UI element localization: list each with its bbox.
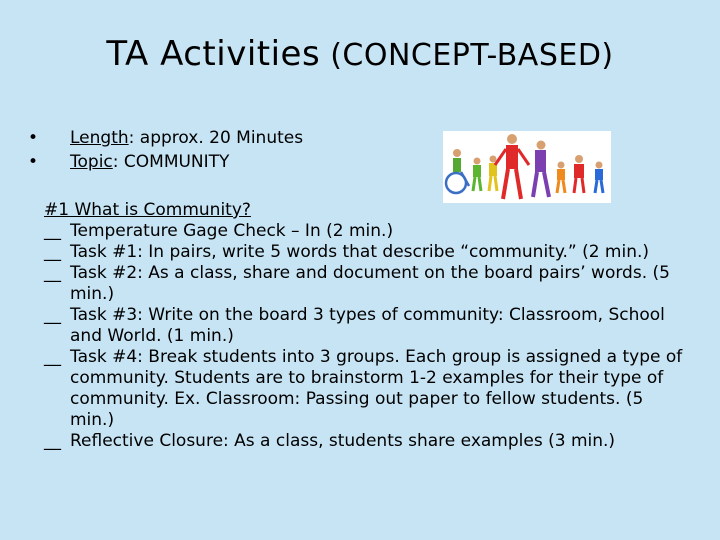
task-text: Task #3: Write on the board 3 types of community: Classroom, School and World. (1 min.) bbox=[70, 305, 665, 346]
bullet-value: : approx. 20 Minutes bbox=[128, 128, 304, 148]
title-sub: (CONCEPT-BASED) bbox=[330, 38, 614, 73]
task-text: Reflective Closure: As a class, students share examples (3 min.) bbox=[70, 431, 616, 451]
bullet-dot-icon: • bbox=[28, 152, 39, 172]
task-text: Task #4: Break students into 3 groups. Each group is assigned a type of community. Students are to brainstorm 1-2 examples for their type of community. Ex. Classroom: Passing out paper to fellow students. (5 min.) bbox=[70, 347, 683, 430]
bullet-length bbox=[28, 126, 303, 150]
title-main: TA Activities bbox=[106, 34, 321, 74]
task-text: Task #1: In pairs, write 5 words that describe “community.” (2 min.) bbox=[70, 242, 650, 262]
task-item bbox=[44, 431, 684, 452]
bullet-dot-icon: • bbox=[28, 128, 39, 148]
bullet-topic bbox=[28, 150, 303, 174]
section-heading: #1 What is Community? bbox=[44, 200, 251, 220]
task-text: Task #2: As a class, share and document on the board pairs’ words. (5 min.) bbox=[70, 263, 670, 304]
task-item bbox=[44, 347, 684, 431]
slide-title bbox=[0, 34, 720, 74]
blank-marker: __ bbox=[44, 242, 61, 262]
blank-marker: __ bbox=[44, 347, 61, 367]
task-text: Temperature Gage Check – In (2 min.) bbox=[70, 221, 394, 241]
blank-marker: __ bbox=[44, 221, 61, 241]
people-figures-icon bbox=[443, 131, 611, 203]
info-bullets bbox=[28, 126, 303, 174]
blank-marker: __ bbox=[44, 305, 61, 325]
community-people-illustration bbox=[443, 131, 611, 203]
wheelchair-figure-icon bbox=[446, 149, 469, 193]
blank-marker: __ bbox=[44, 431, 61, 451]
task-item bbox=[44, 305, 684, 347]
activity-list bbox=[44, 200, 684, 452]
task-item bbox=[44, 242, 684, 263]
bullet-value: : COMMUNITY bbox=[112, 152, 230, 172]
bullet-label: Length bbox=[70, 128, 129, 148]
task-item bbox=[44, 263, 684, 305]
bullet-label: Topic bbox=[70, 152, 113, 172]
blank-marker: __ bbox=[44, 263, 61, 283]
task-item bbox=[44, 221, 684, 242]
